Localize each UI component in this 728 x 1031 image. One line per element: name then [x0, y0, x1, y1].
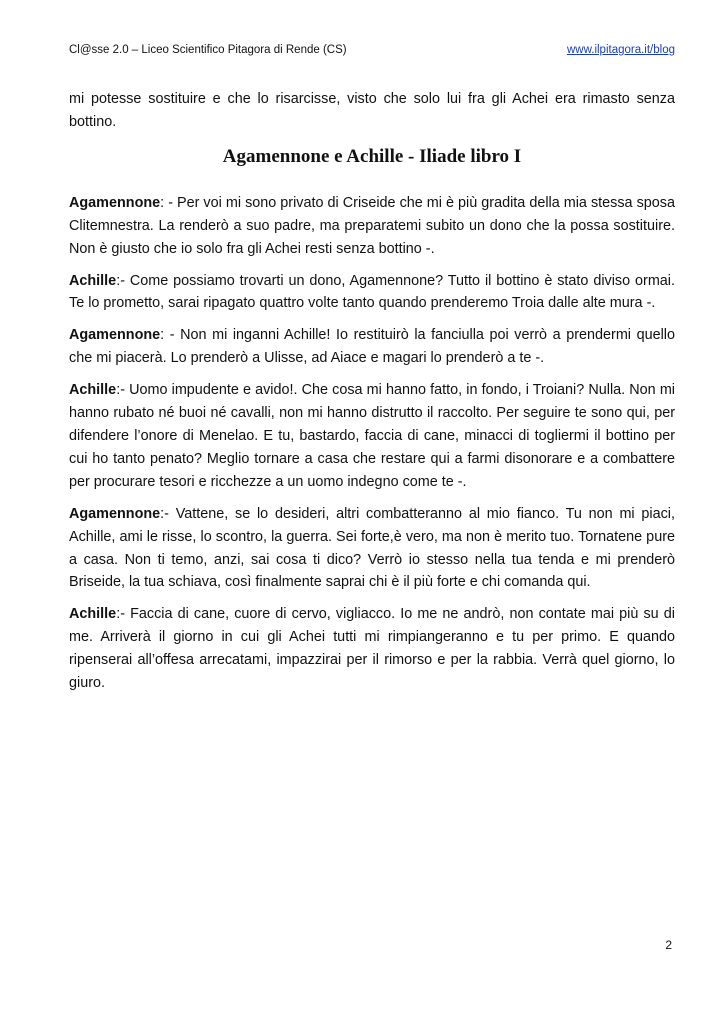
- dialogue-text: - Non mi inganni Achille! Io restituirò la fanciulla poi verrò a prendermi quello che mi piacerà. Lo prenderò a Ulisse, ad Aiace e magari lo prenderò a te -.: [69, 327, 675, 367]
- dialogue-paragraph: [69, 503, 675, 595]
- dialogue-text: - Uomo impudente e avido!. Che cosa mi hanno fatto, in fondo, i Troiani? Nulla. Non mi hanno rubato né buoi né cavalli, non mi hanno distrutto il raccolto. Per seguire te sono qui, per difendere l’onore di Menelao. E tu, bastardo, faccia di cane, minacci di togliermi il bottino per cui ho tanto penato? Meglio tornare a casa che restare qui a farmi disonorare e a combattere per procurare tesori e ricchezze a un uomo indegno come te -.: [69, 382, 675, 490]
- speaker-separator: :: [160, 327, 170, 344]
- speaker-name: Agamennone: [69, 194, 161, 211]
- dialogue-text: - Vattene, se lo desideri, altri combatteranno al mio fianco. Tu non mi piaci, Achille, ami le risse, lo scontro, la guerra. Sei forte,è vero, ma non è merito tuo. Tornatene pure a casa. Non ti temo, anzi, sai cosa ti dico? Verrò io stesso nella tua tenda e mi prenderò Briseide, la tua schiava, così finalmente saprai chi è il più forte e chi comanda qui.: [69, 505, 675, 591]
- speaker-separator: :: [116, 606, 121, 623]
- dialogue-paragraph: [69, 324, 675, 370]
- intro-paragraph: mi potesse sostituire e che lo risarcisse, visto che solo lui fra gli Achei era rimasto senza bottino.: [69, 91, 675, 130]
- speaker-separator: :: [160, 505, 165, 522]
- header-title: Cl@sse 2.0 – Liceo Scientifico Pitagora di Rende (CS): [69, 44, 347, 56]
- speaker-name: Achille: [69, 606, 117, 623]
- dialogue-text: - Per voi mi sono privato di Criseide che mi è più gradita della mia stessa sposa Clitemnestra. La renderò a suo padre, ma preparatemi subito un dono che la possa sostituire. Non è giusto che io solo fra gli Achei resti senza bottino -.: [69, 194, 675, 257]
- section-title: Agamennone e Achille - Iliade libro I: [222, 145, 522, 167]
- dialogue-paragraph: [69, 379, 675, 494]
- speaker-separator: :: [116, 272, 121, 289]
- dialogue-paragraph: [69, 270, 675, 316]
- dialogue-paragraph: [69, 603, 675, 695]
- dialogue-text: - Come possiamo trovarti un dono, Agamennone? Tutto il bottino è stato diviso ormai. Te lo prometto, sarai ripagato quattro volte tanto quando prenderemo Troia dalle alte mura -.: [69, 272, 675, 312]
- dialogue-paragraph: [69, 192, 675, 261]
- dialogue-text: - Faccia di cane, cuore di cervo, vigliacco. Io me ne andrò, non contate mai più su di me. Arriverà il giorno in cui gli Achei tutti mi rimpiangeranno e tu per primo. E quando ripenserai all’offesa arrecatami, impazzirai per il rimorso e per la rabbia. Verrà quel giorno, lo giuro.: [69, 606, 675, 692]
- header-link[interactable]: www.ilpitagora.it/blog: [566, 44, 675, 56]
- speaker-name: Agamennone: [69, 505, 161, 522]
- speaker-separator: :: [116, 382, 121, 399]
- page-number: 2: [665, 938, 672, 952]
- speaker-separator: :: [160, 194, 169, 211]
- page-body: [69, 88, 675, 704]
- speaker-name: Achille: [69, 382, 117, 399]
- speaker-name: Agamennone: [69, 327, 161, 344]
- page-header: [69, 40, 675, 60]
- speaker-name: Achille: [69, 272, 117, 289]
